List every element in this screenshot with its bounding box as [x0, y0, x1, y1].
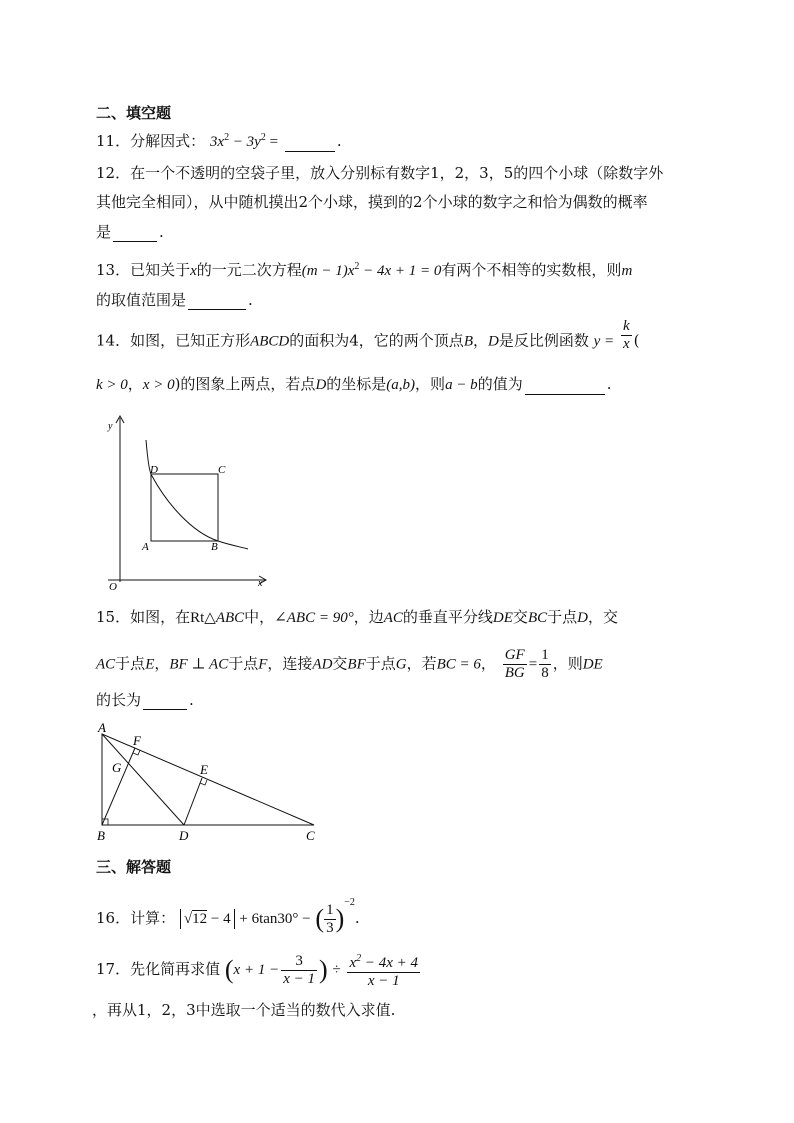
- fig1-label-o: O: [109, 581, 117, 592]
- q16-abs-value: √12 − 4: [180, 909, 235, 929]
- question-16: 16．计算： √12 − 4 + 6tan30° − ( $\frac{1}{3}$ )$^{-2}$.: [96, 897, 360, 936]
- fig2-label-g: G: [112, 760, 122, 775]
- q15-text-2d: ，连接: [267, 654, 313, 673]
- fig1-label-a: A: [142, 541, 149, 553]
- q15-bf: BF: [347, 656, 366, 673]
- q15-eq: =: [528, 656, 538, 673]
- section-title-answer: 三、解答题: [96, 858, 172, 876]
- section-title-fill-blank: 二、填空题: [96, 104, 172, 122]
- q14-text-c: 的坐标是: [326, 375, 387, 393]
- q15-g-pt: G: [395, 656, 407, 673]
- q14-abcd: ABCD: [250, 333, 290, 350]
- fig1-square: [151, 474, 218, 541]
- q12-period: .: [159, 223, 164, 241]
- question-14-line-2: [96, 374, 611, 395]
- q14-mid: 的面积为4，它的两个顶点: [289, 331, 464, 350]
- q15-text-2c: 于点: [228, 654, 259, 673]
- q17-prefix: 17．先化简再求值: [96, 960, 221, 978]
- fig1-hyperbola: [146, 440, 248, 549]
- fig1-label-x: x: [258, 578, 263, 589]
- q16-exponent: −2: [344, 897, 355, 908]
- q15-line3: 的长为: [96, 691, 142, 709]
- q15-angle: ∠ABC = 90°: [274, 610, 354, 626]
- q15-ac: AC: [383, 610, 403, 626]
- q15-rt: Rt: [190, 610, 205, 626]
- q15-text-2g: ，若: [406, 654, 437, 673]
- q14-prefix: 14．如图，已知正方形: [96, 331, 251, 350]
- q15-text-e: 交: [512, 608, 528, 626]
- q15-text-b: 中，: [244, 608, 275, 626]
- question-13-line-1: 13．已知关于x的一元二次方程$(m - 1)x^2 - 4x + 1 = 0$有两个不相等的实数根，则m: [96, 261, 633, 279]
- fig2-label-f: F: [133, 733, 141, 748]
- question-15-line-1: 15．如图，在Rt△ABC中，∠ABC = 90°，边AC的垂直平分线DE交BC于点D，交: [96, 608, 618, 626]
- question-17-line-2: ，再从1，2，3中选取一个适当的数代入求值.: [92, 1001, 396, 1019]
- q14-a-minus-b: a − b: [445, 377, 478, 393]
- question-12-line-2: 其他完全相同），从中随机摸出2个小球，摸到的2个小球的数字之和恰为偶数的概率: [96, 193, 648, 211]
- question-17-line-1: 17．先化简再求值 (x + 1 − $\frac{3}{x - 1}$ ) ÷ $\frac{x^2 - 4x + 4}{x - 1}$: [96, 950, 422, 990]
- fig2-segment-ad: [102, 734, 184, 825]
- q11-answer-blank[interactable]: [285, 137, 335, 152]
- q15-de: DE: [492, 610, 513, 626]
- q14-text-d: ，则: [415, 375, 446, 393]
- q11-period: .: [336, 132, 342, 150]
- q15-text-2e: 交: [332, 654, 348, 673]
- figure-square-hyperbola: [96, 412, 276, 592]
- fig1-label-b: B: [211, 541, 218, 553]
- fig1-label-d: D: [150, 464, 158, 476]
- q15-text-g: ，交: [587, 608, 618, 626]
- question-15-line-2: [96, 647, 603, 682]
- q11-expr-c: =: [265, 134, 279, 150]
- q15-fraction-1-8: $\frac{1}{8}$: [541, 647, 549, 681]
- q15-text-a: 15．如图，在: [96, 608, 191, 626]
- fig2-label-b: B: [97, 828, 105, 843]
- question-12-line-3: [96, 222, 164, 242]
- q15-text-c: ，边: [353, 608, 384, 626]
- q17-div: ÷: [332, 962, 341, 978]
- q14-fraction-k-over-x: $\frac{k}{x}$: [622, 318, 630, 352]
- q17-xplus1: x + 1 −: [233, 962, 280, 978]
- q14-text-b: )的图象上两点，若点: [174, 375, 316, 393]
- q17-three: 3: [281, 953, 317, 971]
- q15-d-pt: D: [577, 610, 588, 626]
- q15-text-2f: 于点: [365, 654, 396, 673]
- q15-period: .: [189, 691, 194, 709]
- question-11: 11．分解因式： $3x^2 - 3y^2$ = .: [96, 132, 342, 150]
- q14-sep: ，: [127, 375, 143, 393]
- q14-b: B: [463, 333, 473, 350]
- q14-comma: ，: [472, 331, 488, 350]
- q15-fraction-gf-bg: $\frac{GF}{BG}$: [504, 647, 525, 681]
- q14-d: D: [488, 333, 499, 350]
- question-14-line-1: [96, 318, 640, 353]
- q15-text-d: 的垂直平分线: [402, 608, 493, 626]
- q14-cond2: x > 0: [142, 377, 175, 393]
- q15-tri-abc: ABC: [215, 610, 245, 626]
- fig2-label-a: A: [98, 720, 106, 735]
- q12-answer-blank[interactable]: [113, 227, 157, 242]
- q17-fraction-right: $\frac{x^2 - 4x + 4}{x - 1}$: [347, 950, 420, 990]
- q13-period: .: [248, 291, 253, 309]
- q15-answer-blank[interactable]: [143, 695, 187, 710]
- q12-prefix: 是: [96, 223, 112, 241]
- q15-bf-perp: BF ⊥ AC: [169, 656, 229, 673]
- q11-number: 11．: [96, 132, 131, 150]
- q13-prefix: 13．已知关于: [96, 261, 191, 279]
- q13-eq-part2: − 4x + 1 = 0: [359, 263, 442, 279]
- q16-plus: + 6tan30° −: [239, 911, 311, 927]
- q13-line2: 的取值范围是: [96, 291, 187, 309]
- q15-ac2: AC: [96, 656, 116, 673]
- q15-e-pt: E: [145, 656, 155, 673]
- q16-fraction-1-3: $\frac{1}{3}$: [326, 901, 334, 936]
- q15-f-pt: F: [258, 656, 268, 673]
- q11-expr-a: 3x: [209, 134, 225, 150]
- q11-expr-b: − 3y: [229, 134, 261, 150]
- q14-coord: (a,b): [386, 377, 416, 393]
- q16-prefix: 16．计算：: [96, 909, 176, 927]
- q13-var-m: m: [621, 263, 633, 279]
- q15-text-2h: ，: [480, 654, 496, 673]
- q15-bc: BC: [527, 610, 548, 626]
- q15-de2: DE: [582, 656, 603, 673]
- q14-text-e: 的值为: [477, 375, 523, 393]
- q15-text-f: 于点: [547, 608, 578, 626]
- q17-xminus1: x − 1: [283, 970, 315, 987]
- q15-text-2b: ，: [154, 654, 170, 673]
- fig2-label-c: C: [306, 828, 315, 843]
- q14-suffix: 是反比例函数: [498, 331, 589, 350]
- q14-d2: D: [315, 377, 327, 393]
- question-12-line-1: 12．在一个不透明的空袋子里，放入分别标有数字1，2，3，5的四个小球（除数字外: [96, 164, 664, 182]
- q11-text: 分解因式：: [130, 132, 206, 150]
- q13-eq-part1: (m − 1)x: [301, 263, 355, 279]
- fig1-label-y: y: [108, 421, 113, 432]
- fig1-label-c: C: [218, 464, 226, 476]
- q15-text-2a: 于点: [115, 654, 146, 673]
- fig2-segment-de: [184, 778, 202, 825]
- question-13-line-2: [96, 290, 253, 310]
- q14-y-eq: y =: [593, 333, 615, 350]
- q13-mid: 的一元二次方程: [196, 261, 302, 279]
- q16-period: .: [354, 909, 360, 927]
- figure-right-triangle: [92, 718, 332, 844]
- fig2-label-d: D: [179, 828, 189, 843]
- q14-cond1: k > 0: [96, 377, 128, 393]
- q15-text-2i: ，则: [552, 654, 583, 673]
- q15-ad: AD: [312, 656, 333, 673]
- q14-period: .: [606, 375, 612, 393]
- fig2-label-e: E: [200, 762, 208, 777]
- q15-bc-eq: BC = 6: [436, 656, 481, 673]
- q14-answer-blank[interactable]: [525, 380, 605, 395]
- q14-open-paren: (: [633, 331, 640, 350]
- q13-var-x: x: [190, 263, 197, 279]
- question-15-line-3: [96, 690, 194, 710]
- q13-suffix: 有两个不相等的实数根，则: [441, 261, 622, 279]
- q13-answer-blank[interactable]: [188, 295, 246, 310]
